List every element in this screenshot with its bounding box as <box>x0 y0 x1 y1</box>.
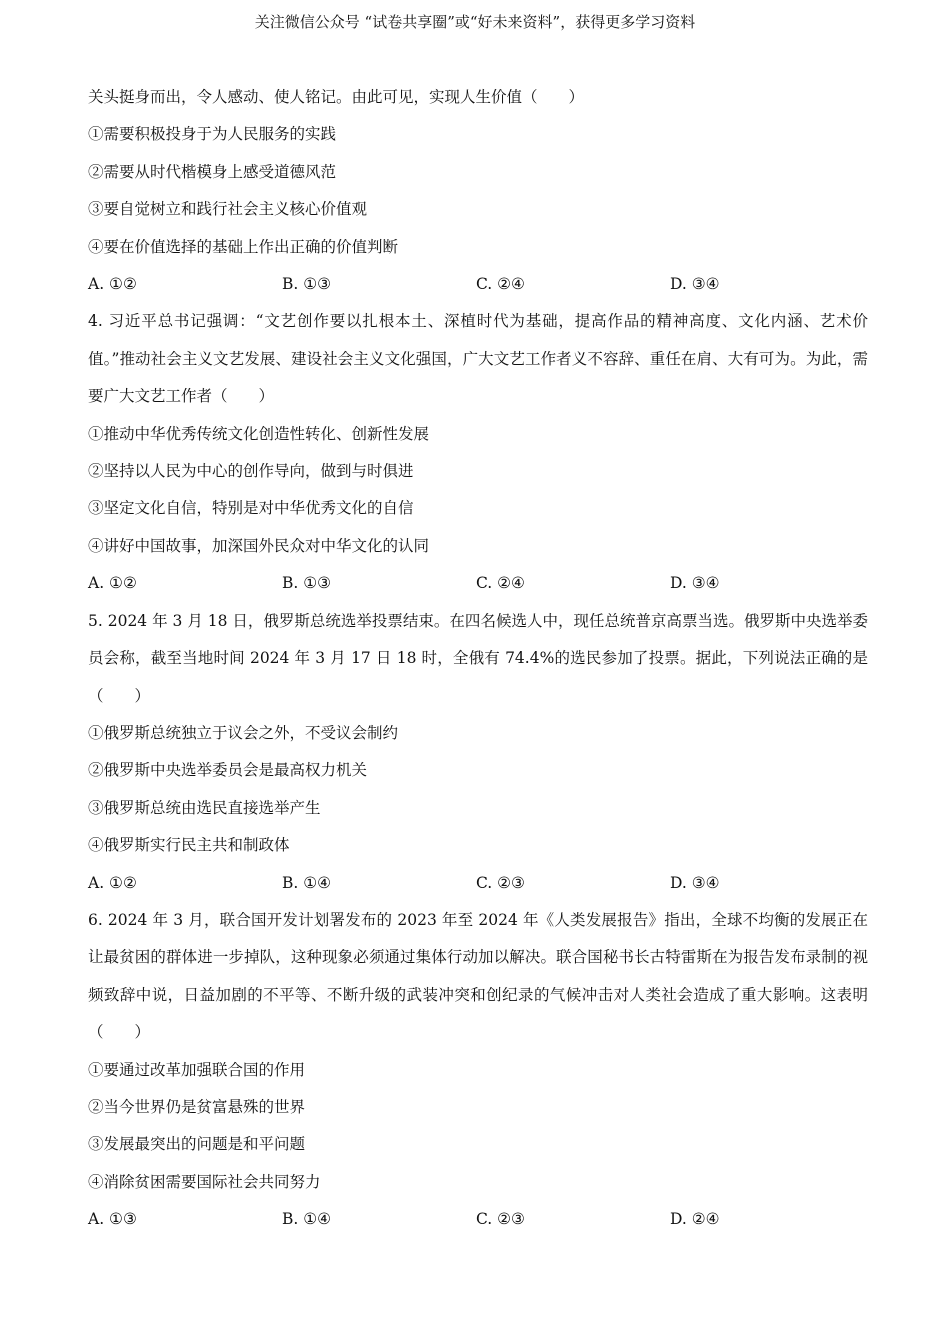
choice-c: C. ②④ <box>476 574 525 593</box>
question-3-item-1: ①需要积极投身于为人民服务的实践 <box>88 125 337 144</box>
question-3-stem: 关头挺身而出，令人感动、使人铭记。由此可见，实现人生价值（ ） <box>88 88 585 106</box>
question-5 <box>88 603 868 902</box>
question-5-stem: 5. 2024 年 3 月 18 日，俄罗斯总统选举投票结束。在四名候选人中，现任总统普京高票当选。俄罗斯中央选举委员会称，截至当地时间 2024 年 3 月 17 日 18 时，全俄有 74.4%的选民参加了投票。据此，下列说法正确的是（ ） <box>88 611 868 705</box>
question-3-choices <box>88 266 868 303</box>
question-6-item-3: ③发展最突出的问题是和平问题 <box>88 1135 306 1154</box>
question-5-item-3: ③俄罗斯总统由选民直接选举产生 <box>88 798 321 817</box>
question-5-item-2: ②俄罗斯中央选举委员会是最高权力机关 <box>88 761 368 780</box>
question-4-item-3: ③坚定文化自信，特别是对中华优秀文化的自信 <box>88 499 414 518</box>
choice-a: A. ①② <box>88 574 137 593</box>
choice-d: D. ③④ <box>670 275 720 294</box>
choice-a: A. ①② <box>88 275 137 294</box>
question-6-choices <box>88 1201 868 1238</box>
choice-d: D. ③④ <box>670 873 720 892</box>
choice-b: B. ①④ <box>282 873 332 892</box>
question-5-item-4: ④俄罗斯实行民主共和制政体 <box>88 836 290 855</box>
question-4-item-2: ②坚持以人民为中心的创作导向，做到与时俱进 <box>88 462 414 481</box>
choice-a: A. ①② <box>88 873 137 892</box>
choice-b: B. ①③ <box>282 574 332 593</box>
page-header-banner: 关注微信公众号 “试卷共享圈”或“好未来资料”，获得更多学习资料 <box>254 13 696 31</box>
choice-c: C. ②③ <box>476 873 525 892</box>
question-4-item-4: ④讲好中国故事，加深国外民众对中华文化的认同 <box>88 536 430 555</box>
question-3-item-3: ③要自觉树立和践行社会主义核心价值观 <box>88 200 368 219</box>
choice-d: D. ②④ <box>670 1210 720 1229</box>
choice-c: C. ②③ <box>476 1210 525 1229</box>
question-3-item-4: ④要在价值选择的基础上作出正确的价值判断 <box>88 237 399 256</box>
question-4-item-1: ①推动中华优秀传统文化创造性转化、创新性发展 <box>88 424 430 443</box>
question-6 <box>88 902 868 1239</box>
question-3-item-2: ②需要从时代楷模身上感受道德风范 <box>88 162 337 181</box>
choice-c: C. ②④ <box>476 275 525 294</box>
question-6-item-4: ④消除贫困需要国际社会共同努力 <box>88 1172 321 1191</box>
exam-content <box>88 79 868 1239</box>
question-4 <box>88 303 868 602</box>
choice-d: D. ③④ <box>670 574 720 593</box>
question-6-stem: 6. 2024 年 3 月，联合国开发计划署发布的 2023 年至 2024 年《人类发展报告》指出，全球不均衡的发展正在让最贫困的群体进一步掉队，这种现象必须通过集体行动加以解决。联合国秘书长古特雷斯在为报告发布录制的视频致辞中说，日益加剧的不平等、不断升级的武装冲突和创纪录的气候冲击对人类社会造成了重大影响。这表明（ ） <box>88 910 868 1042</box>
choice-a: A. ①③ <box>88 1210 137 1229</box>
question-4-stem: 4. 习近平总书记强调：“文艺创作要以扎根本土、深植时代为基础，提高作品的精神高度、文化内涵、艺术价值。”推动社会主义文艺发展、建设社会主义文化强国，广大文艺工作者义不容辞、重任在肩、大有可为。为此，需要广大文艺工作者（ ） <box>88 312 868 406</box>
question-5-choices <box>88 865 868 902</box>
question-5-item-1: ①俄罗斯总统独立于议会之外，不受议会制约 <box>88 723 399 742</box>
choice-b: B. ①④ <box>282 1210 332 1229</box>
question-6-item-1: ①要通过改革加强联合国的作用 <box>88 1060 306 1079</box>
question-3 <box>88 79 868 303</box>
question-4-choices <box>88 565 868 602</box>
choice-b: B. ①③ <box>282 275 332 294</box>
question-6-item-2: ②当今世界仍是贫富悬殊的世界 <box>88 1097 306 1116</box>
